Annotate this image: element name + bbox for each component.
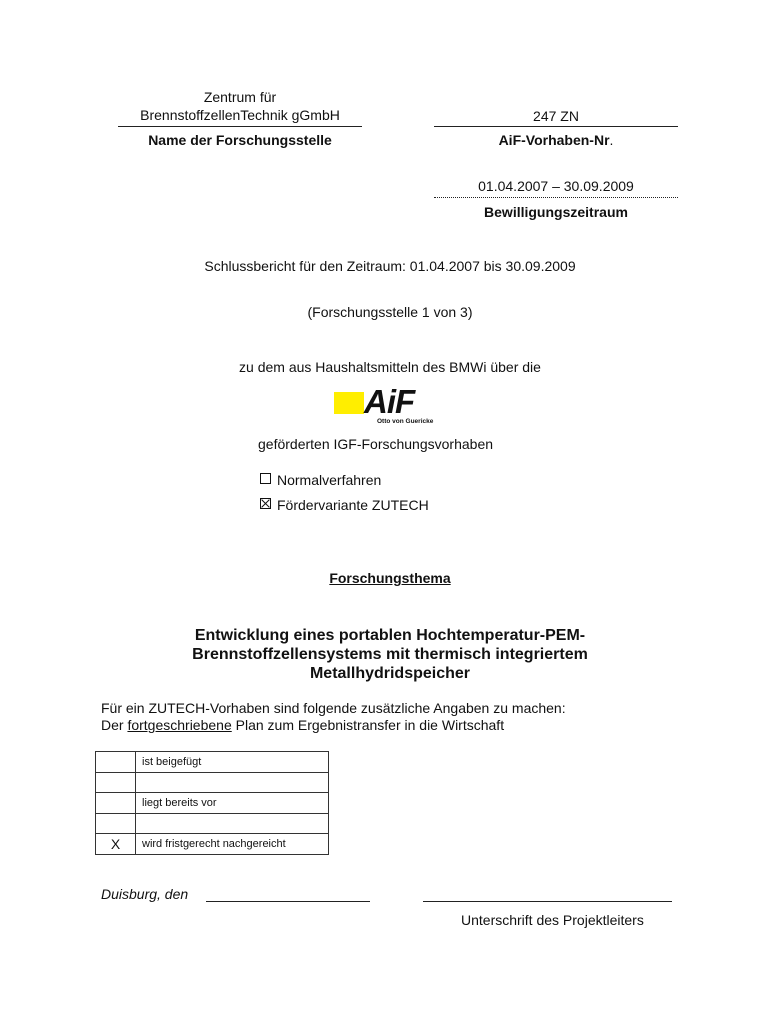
topic-title-line1: Entwicklung eines portablen Hochtemperatur-PEM- xyxy=(194,627,586,644)
row-label-existing: liegt bereits vor xyxy=(136,793,329,814)
project-number-rule xyxy=(434,126,678,127)
row-label-attached: ist beigefügt xyxy=(136,752,329,773)
zutech-intro: Für ein ZUTECH-Vorhaben sind folgende zusätzliche Angaben zu machen: xyxy=(101,700,566,716)
option-label-normalverfahren: Normalverfahren xyxy=(277,472,382,488)
aif-logo-yellow-block xyxy=(334,392,364,414)
row-label-spacer xyxy=(136,813,329,834)
research-site-line: (Forschungsstelle 1 von 3) xyxy=(307,304,473,320)
option-normalverfahren[interactable] xyxy=(258,472,458,488)
plan-prefix: Der xyxy=(101,717,128,733)
institution-name-line2: BrennstoffzellenTechnik gGmbH xyxy=(140,107,340,123)
institution-name-line1: Zentrum für xyxy=(203,89,277,105)
funding-period-caption: Bewilligungszeitraum xyxy=(484,204,628,220)
project-number-caption: AiF-Vorhaben-Nr xyxy=(498,132,610,148)
row-mark-spacer xyxy=(96,772,136,793)
topic-title-line2: Brennstoffzellensystems mit thermisch integriertem xyxy=(192,646,588,663)
aif-logo-text: AiF xyxy=(364,383,415,420)
project-number-caption-suffix: . xyxy=(609,132,614,148)
transfer-plan-table xyxy=(95,751,329,855)
row-mark-spacer xyxy=(96,813,136,834)
aif-logo-subtext: Otto von Guericke xyxy=(377,418,434,425)
date-line[interactable] xyxy=(206,901,370,902)
table-row xyxy=(96,752,329,773)
table-row xyxy=(96,793,329,814)
plan-suffix: Plan zum Ergebnistransfer in die Wirtschaft xyxy=(231,717,505,733)
option-label-zutech: Fördervariante ZUTECH xyxy=(277,497,429,513)
table-row xyxy=(96,772,329,793)
option-zutech[interactable] xyxy=(258,497,478,513)
table-row xyxy=(96,813,329,834)
checkbox-normalverfahren[interactable] xyxy=(260,473,271,484)
checkbox-zutech[interactable] xyxy=(260,498,271,509)
row-label-spacer xyxy=(136,772,329,793)
signature-caption: Unterschrift des Projektleiters xyxy=(461,912,644,928)
place-date-label: Duisburg, den xyxy=(101,886,189,902)
row-mark-attached[interactable] xyxy=(96,752,136,773)
plan-underlined: fortgeschriebene xyxy=(127,717,232,733)
funded-line: geförderten IGF-Forschungsvorhaben xyxy=(258,436,494,452)
final-report-line: Schlussbericht für den Zeitraum: 01.04.2007 bis 30.09.2009 xyxy=(204,258,576,274)
topic-title xyxy=(0,626,770,683)
project-number: 247 ZN xyxy=(533,108,579,124)
table-row xyxy=(96,834,329,855)
topic-title-line3: Metallhydridspeicher xyxy=(309,665,471,682)
funding-period-rule xyxy=(434,197,678,198)
topic-heading: Forschungsthema xyxy=(329,570,451,586)
institution-rule xyxy=(118,126,362,127)
funding-line: zu dem aus Haushaltsmitteln des BMWi über die xyxy=(239,359,541,375)
row-mark-later[interactable]: X xyxy=(96,834,136,855)
row-mark-existing[interactable] xyxy=(96,793,136,814)
funding-period: 01.04.2007 – 30.09.2009 xyxy=(478,178,634,194)
institution-caption: Name der Forschungsstelle xyxy=(148,132,332,148)
row-label-later: wird fristgerecht nachgereicht xyxy=(136,834,329,855)
signature-line[interactable] xyxy=(423,901,672,902)
aif-logo xyxy=(334,383,458,428)
